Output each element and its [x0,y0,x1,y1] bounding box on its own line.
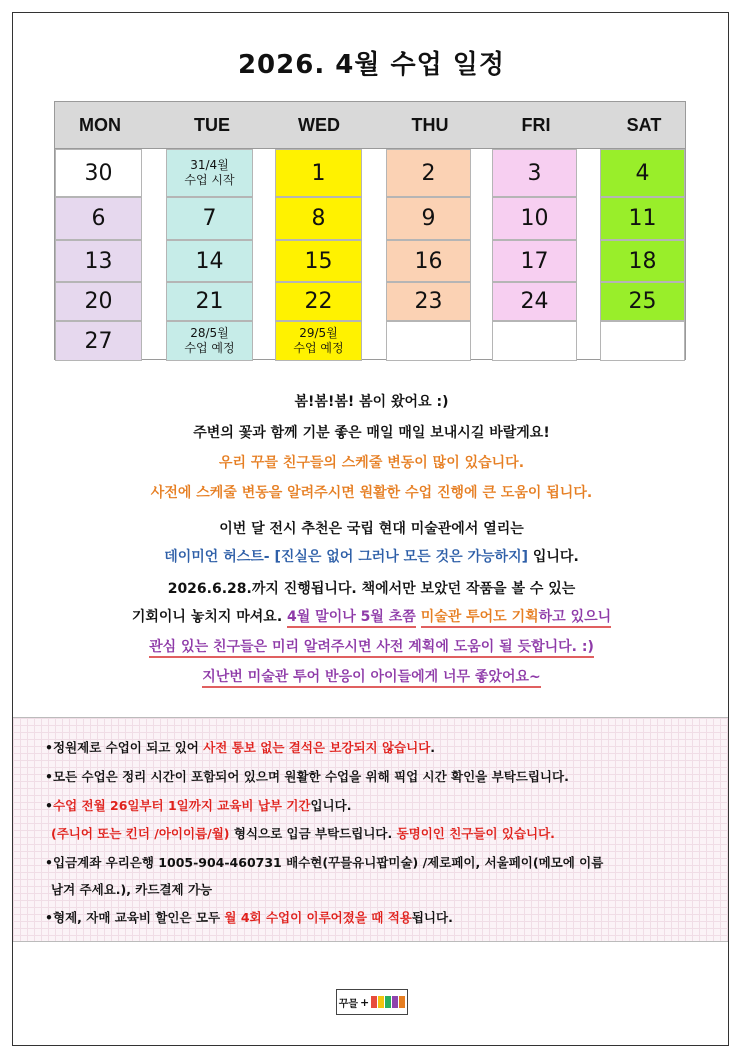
date-number: 25 [628,289,657,314]
date-number: 3 [527,160,542,186]
page-title: 2026. 4월 수업 일정 [237,50,506,80]
date-cell-3 [492,149,577,197]
date-number: 6 [91,206,106,231]
message-exhibition: 이번 달 전시 추천은 국립 현대 미술관에서 열리는 [219,521,524,537]
date-note: 수업 시작 [184,173,235,187]
empty-date-cell [600,321,685,361]
date-number: 24 [520,289,549,314]
date-cell-8 [275,197,362,240]
date-number: 17 [520,248,549,274]
date-note: 수업 예정 [293,341,344,355]
date-cell-29 [275,321,362,361]
tour-plan: 미술관 투어도 기획 [421,609,539,628]
date-number: 10 [520,206,549,231]
day-header-mon: MON [79,115,121,135]
date-note: 28/5월 [190,326,229,340]
date-cell-27 [55,321,142,361]
date-number: 2 [421,160,436,186]
date-number: 18 [628,248,657,274]
date-cell-17 [492,240,577,282]
empty-date-cell [386,321,471,361]
message-museum-tour: 기회이니 놓치지 마셔요. 4월 말이나 5월 초쯤 미술관 투어도 기획하고 있으니 [0,606,743,626]
date-number: 9 [421,206,436,231]
date-cell-11 [600,197,685,240]
day-header-fri: FRI [521,115,551,135]
date-number: 1 [311,160,326,186]
date-note: 수업 예정 [184,341,235,355]
date-number: 14 [195,248,224,274]
date-cell-4 [600,149,685,197]
day-header-thu: THU [411,115,449,135]
date-number: 8 [311,206,326,231]
tour-period: 4월 말이나 5월 초쯤 [287,609,416,628]
date-cell-16 [386,240,471,282]
date-cell-22 [275,282,362,321]
notice-pickup: •모든 수업은 정리 시간이 포함되어 있으며 원활한 수업을 위해 픽업 시간 확인을 부탁드립니다. [45,769,569,784]
day-header-sat: SAT [626,115,662,135]
date-cell-6 [55,197,142,240]
date-cell-18 [600,240,685,282]
notice-sibling-discount: •형제, 자매 교육비 할인은 모두 월 4회 수업이 이루어졌을 때 적용됩니다. [45,910,453,925]
message-exhibition-title: 데이미언 허스트- [진실은 없어 그러나 모든 것은 가능하지] 입니다. [164,549,579,565]
date-number: 22 [304,289,333,314]
message-tour-feedback: 지난번 미술관 투어 반응이 아이들에게 너무 좋았어요~ [0,666,743,686]
notice-bank-account: •입금계좌 우리은행 1005-904-460731 배수현(꾸믈유니팝미술) /제로페이, 서울페이(메모에 이름 [45,855,604,870]
date-number: 16 [414,248,443,274]
date-cell-9 [386,197,471,240]
date-cell-15 [275,240,362,282]
date-number: 27 [84,328,113,354]
date-number: 21 [195,289,224,314]
date-cell-30 [55,149,142,197]
message-spring: 봄!봄!봄! 봄이 왔어요 :) [294,394,449,410]
date-cell-20 [55,282,142,321]
brand-logo: 꾸믈 + [336,989,408,1015]
notice-deposit-format: (주니어 또는 킨더 /아이이름/월) 형식으로 입금 부탁드립니다. 동명이인 친구들이 있습니다. [51,826,555,841]
logo-color-mark [371,996,405,1008]
date-cell-21 [166,282,253,321]
notice-absence: •정원제로 수업이 되고 있어 사전 통보 없는 결석은 보강되지 않습니다. [45,740,436,755]
message-schedule-change: 우리 꾸믈 친구들의 스케줄 변동이 많이 있습니다. [218,455,525,471]
date-cell-28 [166,321,253,361]
calendar-header [55,102,685,149]
date-cell-2 [386,149,471,197]
date-cell-24 [492,282,577,321]
date-cell-25 [600,282,685,321]
day-header-tue: TUE [194,115,230,135]
tour-plan-tail: 하고 있으니 [539,609,612,628]
message-tour-interest: 관심 있는 친구들은 미리 알려주시면 사전 계획에 도움이 될 듯합니다. :) [0,636,743,656]
date-number: 15 [304,248,333,274]
calendar [54,101,686,360]
date-cell-31 [166,149,253,197]
date-cell-1 [275,149,362,197]
date-cell-13 [55,240,142,282]
date-cell-7 [166,197,253,240]
notice-card-payment: 남겨 주세요.), 카드결제 가능 [51,882,213,897]
date-cell-14 [166,240,253,282]
date-number: 13 [84,248,113,274]
date-cell-10 [492,197,577,240]
date-note: 29/5월 [299,326,338,340]
notice-payment-period: •수업 전월 26일부터 1일까지 교육비 납부 기간입니다. [45,798,352,813]
message-exhibition-date: 2026.6.28.까지 진행됩니다. 책에서만 보았던 작품을 볼 수 있는 [167,581,576,597]
notice-box [13,717,728,942]
date-number: 30 [84,160,113,186]
day-header-wed: WED [298,115,340,135]
date-number: 4 [635,160,650,186]
date-number: 23 [414,289,443,314]
message-notify-advance: 사전에 스케줄 변동을 알려주시면 원활한 수업 진행에 큰 도움이 됩니다. [150,485,593,501]
exhibition-title: 데이미언 허스트- [진실은 없어 그러나 모든 것은 가능하지] [164,549,528,565]
message-flowers: 주변의 꽃과 함께 기분 좋은 매일 매일 보내시길 바랄게요! [193,425,550,441]
date-number: 7 [202,206,217,231]
date-number: 11 [628,206,657,231]
date-number: 20 [84,289,113,314]
date-cell-23 [386,282,471,321]
empty-date-cell [492,321,577,361]
date-note: 31/4월 [190,158,229,172]
